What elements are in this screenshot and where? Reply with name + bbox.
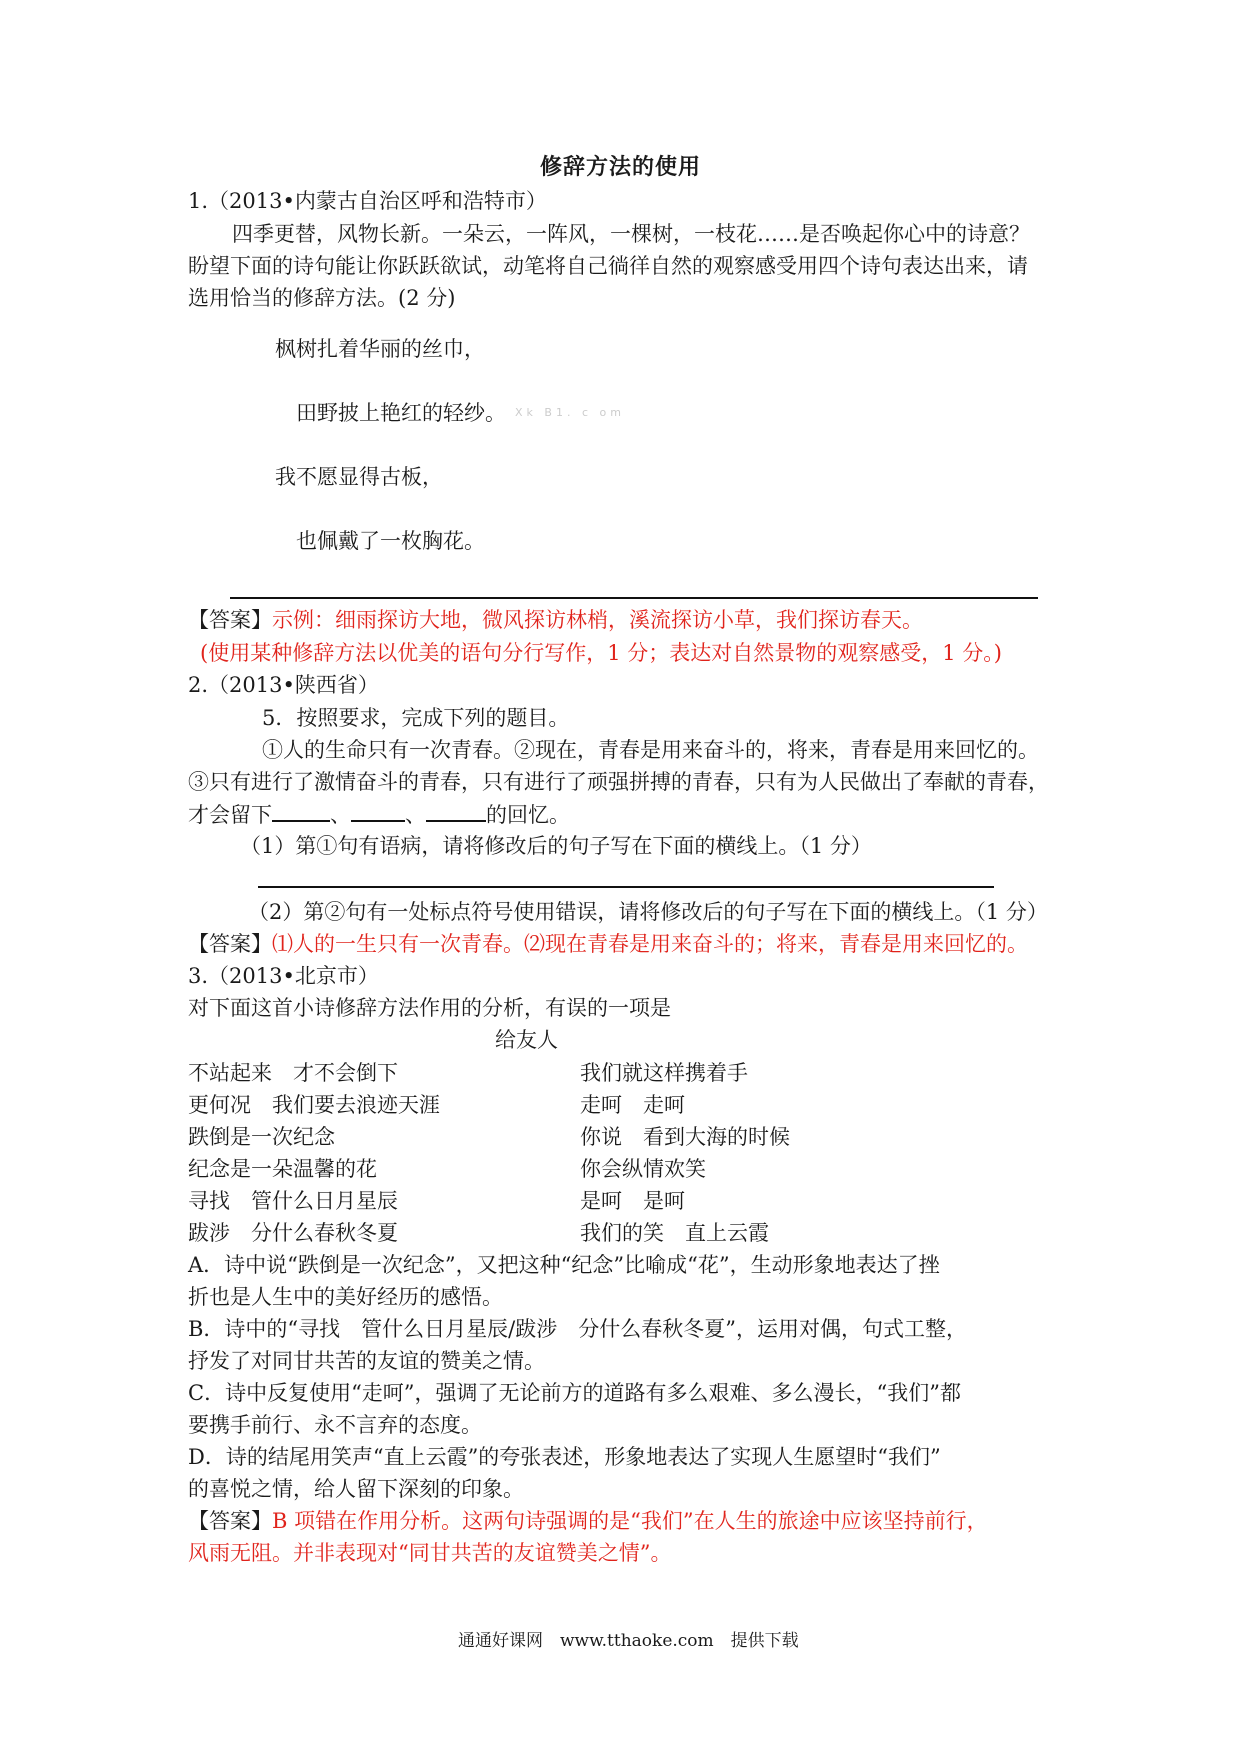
poem-right-line: 你会纵情欢笑	[580, 1157, 706, 1181]
q2-sub2: （2）第②句有一处标点符号使用错误，请将修改后的句子写在下面的横线上。（1 分）	[248, 900, 1048, 924]
q2-line3	[188, 798, 570, 831]
q2-sub1: （1）第①句有语病，请将修改后的句子写在下面的横线上。（1 分）	[240, 834, 872, 858]
q2-answer	[188, 928, 1028, 960]
poem-right-line: 你说 看到大海的时候	[580, 1125, 790, 1149]
answer-label: 【答案】	[188, 1509, 272, 1533]
q1-body-line1: 四季更替，风物长新。一朵云，一阵风，一棵树，一枝花……是否唤起你心中的诗意？	[232, 222, 1030, 246]
fill-blank-2[interactable]	[351, 798, 405, 822]
q2-line3-start: 才会留下	[188, 803, 272, 827]
answer-text: B 项错在作用分析。这两句诗强调的是“我们”在人生的旅途中应该坚持前行，	[272, 1509, 988, 1533]
separator: 、	[405, 803, 426, 827]
q3-header: 3.（2013•北京市）	[188, 964, 379, 988]
poem-right-line: 我们就这样携着手	[580, 1061, 748, 1085]
poem-left-line: 跌倒是一次纪念	[188, 1125, 335, 1149]
option-d-cont: 的喜悦之情，给人留下深刻的印象。	[188, 1477, 524, 1501]
q1-answer	[188, 604, 923, 636]
q1-answer-note: (使用某种修辞方法以优美的语句分行写作，1 分；表达对自然景物的观察感受，1 分。)	[200, 641, 1002, 665]
poem-left-line: 跋涉 分什么春秋冬夏	[188, 1221, 398, 1245]
answer-text: ⑴人的一生只有一次青春。⑵现在青春是用来奋斗的；将来，青春是用来回忆的。	[272, 932, 1028, 956]
q1-body-line2: 盼望下面的诗句能让你跃跃欲试，动笔将自己徜徉自然的观察感受用四个诗句表达出来，请	[188, 254, 1028, 278]
q3-answer-cont: 风雨无阻。并非表现对“同甘共苦的友谊赞美之情”。	[188, 1541, 672, 1565]
page-title: 修辞方法的使用	[540, 154, 702, 180]
q1-body-line3: 选用恰当的修辞方法。(2 分)	[188, 286, 456, 310]
q2-intro: 5．按照要求，完成下列的题目。	[262, 706, 570, 730]
answer-label: 【答案】	[188, 608, 272, 632]
q3-answer	[188, 1505, 988, 1537]
option-a: A．诗中说“跌倒是一次纪念”，又把这种“纪念”比喻成“花”，生动形象地表达了挫	[188, 1253, 940, 1277]
q2-line3-end: 的回忆。	[486, 803, 570, 827]
fill-blank-1[interactable]	[272, 798, 330, 822]
answer-line	[258, 886, 994, 888]
option-c-cont: 要携手前行、永不言弃的态度。	[188, 1413, 482, 1437]
q1-header: 1.（2013•内蒙古自治区呼和浩特市）	[188, 189, 547, 213]
q1-poem-line: 田野披上艳红的轻纱。	[296, 401, 506, 425]
q2-header: 2.（2013•陕西省）	[188, 673, 379, 697]
option-a-cont: 折也是人生中的美好经历的感悟。	[188, 1285, 503, 1309]
poem-right-line: 我们的笑 直上云霞	[580, 1221, 769, 1245]
q2-line2: ③只有进行了激情奋斗的青春，只有进行了顽强拼搏的青春，只有为人民做出了奉献的青春，	[188, 770, 1049, 794]
separator: 、	[330, 803, 351, 827]
option-b: B．诗中的“寻找 管什么日月星辰/跋涉 分什么春秋冬夏”，运用对偶，句式工整，	[188, 1317, 967, 1341]
fill-blank-3[interactable]	[426, 798, 486, 822]
q3-prompt: 对下面这首小诗修辞方法作用的分析，有误的一项是	[188, 996, 671, 1020]
option-d: D．诗的结尾用笑声“直上云霞”的夸张表述，形象地表达了实现人生愿望时“我们”	[188, 1445, 941, 1469]
poem-right-line: 走呵 走呵	[580, 1093, 685, 1117]
q1-poem-line: 也佩戴了一枚胸花。	[296, 529, 485, 553]
option-b-cont: 抒发了对同甘共苦的友谊的赞美之情。	[188, 1349, 545, 1373]
poem-left-line: 不站起来 才不会倒下	[188, 1061, 398, 1085]
answer-label: 【答案】	[188, 932, 272, 956]
watermark: Xk B1. c om	[515, 406, 625, 419]
answer-line	[230, 597, 1038, 599]
q1-poem-line: 我不愿显得古板，	[275, 465, 443, 489]
q2-line1: ①人的生命只有一次青春。②现在，青春是用来奋斗的，将来，青春是用来回忆的。	[262, 738, 1039, 762]
poem-right-line: 是呵 是呵	[580, 1189, 685, 1213]
page-footer: 通通好课网 www.tthaoke.com 提供下载	[458, 1631, 799, 1651]
poem-left-line: 纪念是一朵温馨的花	[188, 1157, 377, 1181]
poem-left-line: 更何况 我们要去浪迹天涯	[188, 1093, 440, 1117]
poem-left-line: 寻找 管什么日月星辰	[188, 1189, 398, 1213]
answer-text: 示例：细雨探访大地，微风探访林梢，溪流探访小草，我们探访春天。	[272, 608, 923, 632]
poem-title: 给友人	[495, 1028, 558, 1052]
option-c: C．诗中反复使用“走呵”，强调了无论前方的道路有多么艰难、多么漫长，“我们”都	[188, 1381, 962, 1405]
q1-poem-line: 枫树扎着华丽的丝巾，	[275, 337, 485, 361]
